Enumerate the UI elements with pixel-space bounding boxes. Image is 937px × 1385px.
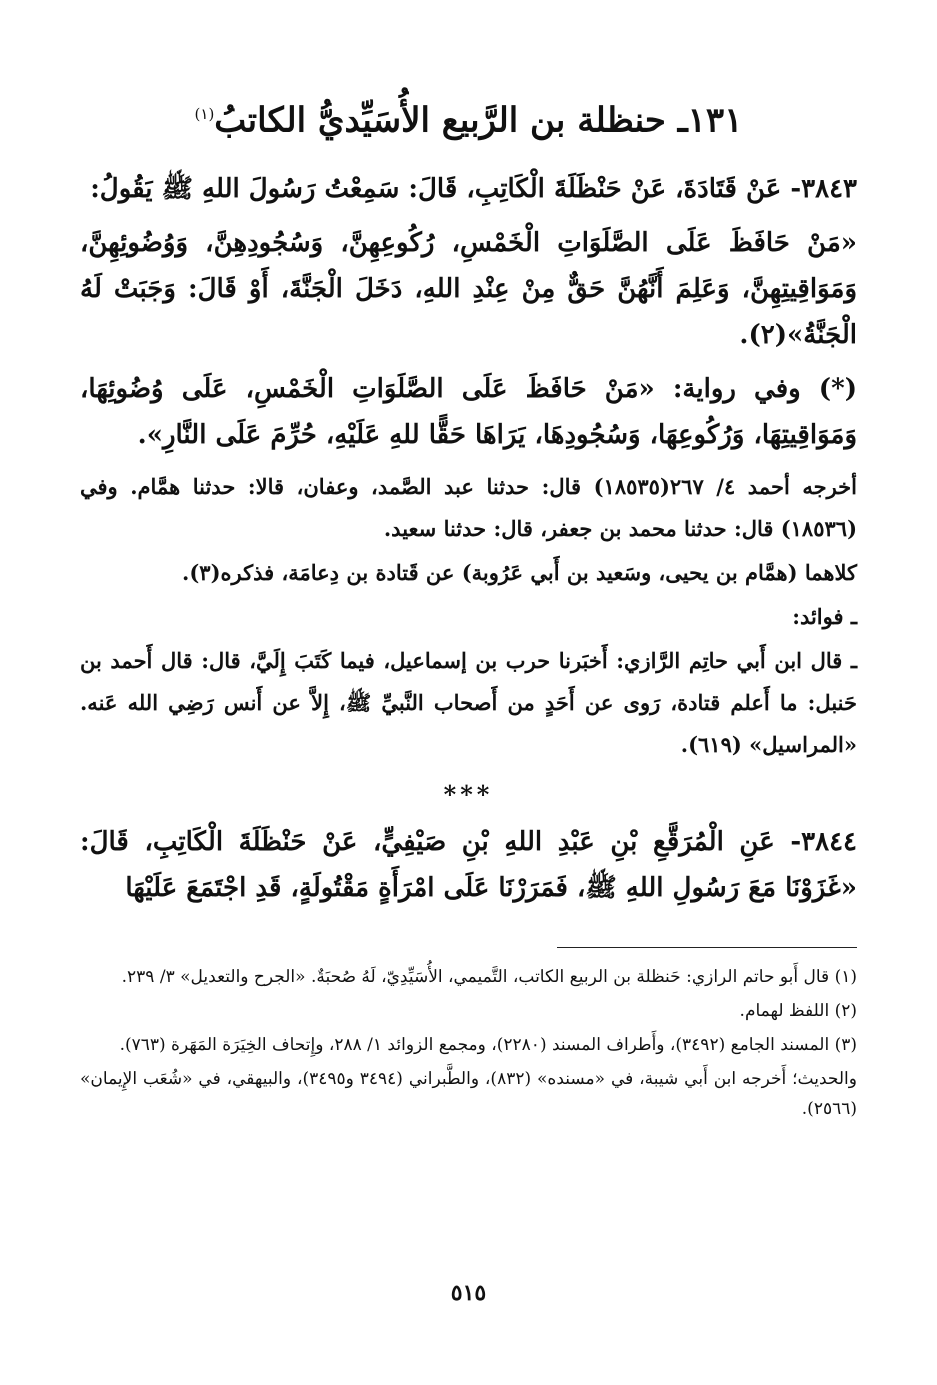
section-separator: ***	[443, 780, 494, 810]
footnote-1: (١) قال أَبو حاتم الرازي: حَنظلة بن الربيع الكاتب، التَّميمي، الأُسَيِّدِيّ، لَهُ صُحبَةٌ. «الجرح والتعديل» ٣/ ٢٣٩.	[121, 967, 857, 988]
hadith-3843-riwaya: (*) وفي رواية: «مَنْ حَافَظَ عَلَى الصَّلَوَاتِ الْخَمْسِ، عَلَى وُضُوئِهَا، وَمَوَاقِيتِهَا، وَرُكُوعِهَا، وَسُجُودِهَا، يَرَاهَا حَقًّا للهِ عَلَيْهِ، حُرِّمَ عَلَى النَّارِ».	[80, 374, 857, 451]
fawaid-label: ـ فوائد:	[792, 604, 857, 630]
heading-text: ١٣١ـ حنظلة بن الرَّبيع الأُسَيِّديُّ الكاتبُ	[214, 100, 743, 141]
page-number: ٥١٥	[450, 1280, 487, 1306]
footnotes	[80, 962, 857, 1124]
hadith-3843-intro: ٣٨٤٣- عَنْ قَتَادَةَ، عَنْ حَنْظَلَةَ الْكَاتِبِ، قَالَ: سَمِعْتُ رَسُولَ اللهِ ﷺ يَقُولُ:	[90, 174, 857, 205]
footnote-2: (٢) اللفظ لهمام.	[739, 1001, 857, 1022]
footnote-divider	[557, 947, 857, 948]
footnote-3: (٣) المسند الجامع (٣٤٩٢)، وأَطراف المسند (٢٢٨٠)، ومجمع الزوائد ١/ ٢٨٨، وإِتحاف الخِيَرَة المَهَرة (٧٦٣).	[119, 1035, 857, 1056]
takhrij-paragraph-1: أخرجه أحمد ٤/ ٢٦٧(١٨٥٣٥) قال: حدثنا عبد الصَّمد، وعفان، قالا: حدثنا همَّام. وفي (١٨٥٣٦) قال: حدثنا محمد بن جعفر، قال: حدثنا سعيد.	[80, 474, 857, 542]
fawaid-text: ـ قال ابن أَبي حاتِم الرَّازي: أَخبَرنا حرب بن إسماعيل، فيما كَتَبَ إِلَيَّ، قال: قال أَحمد بن حَنبل: ما أَعلم قتادة، رَوى عن أَحَدٍ من أَصحاب النَّبيِّ ﷺ، إِلاَّ عن أَنس رَضِي الله عَنه. «المراسيل» (٦١٩).	[80, 648, 857, 758]
footnote-3-continued: والحديث؛ أَخرجه ابن أَبي شيبة، في «مسنده» (٨٣٢)، والطَّبراني (٣٤٩٤ و٣٤٩٥)، والبيهقي، في «شُعَب الإِيمان» (٢٥٦٦).	[80, 1069, 857, 1120]
hadith-3844-intro: ٣٨٤٤- عَنِ الْمُرَقَّعِ بْنِ عَبْدِ اللهِ بْنِ صَيْفِيٍّ، عَنْ حَنْظَلَةَ الْكَاتِبِ، قَالَ: «غَزَوْنَا مَعَ رَسُولِ اللهِ ﷺ، فَمَرَرْنَا عَلَى امْرَأَةٍ مَقْتُولَةٍ، قَدِ اجْتَمَعَ عَلَيْهَا	[80, 827, 857, 904]
heading-footnote-ref: (١)	[194, 105, 215, 123]
takhrij-paragraph-2: كلاهما (همَّام بن يحيى، وسَعيد بن أَبي عَرُوبة) عن قَتادة بن دِعامَة، فذكره(٣).	[182, 560, 857, 586]
chapter-heading	[80, 90, 857, 144]
hadith-3843-text: «مَنْ حَافَظَ عَلَى الصَّلَوَاتِ الْخَمْسِ، رُكُوعِهِنَّ، وَسُجُودِهِنَّ، وَوُضُوئِهِنَّ، وَمَوَاقِيتِهِنَّ، وَعَلِمَ أَنَّهُنَّ حَقٌّ مِنْ عِنْدِ اللهِ، دَخَلَ الْجَنَّةَ، أَوْ قَالَ: وَجَبَتْ لَهُ الْجَنَّةُ»(٢).	[80, 228, 857, 351]
